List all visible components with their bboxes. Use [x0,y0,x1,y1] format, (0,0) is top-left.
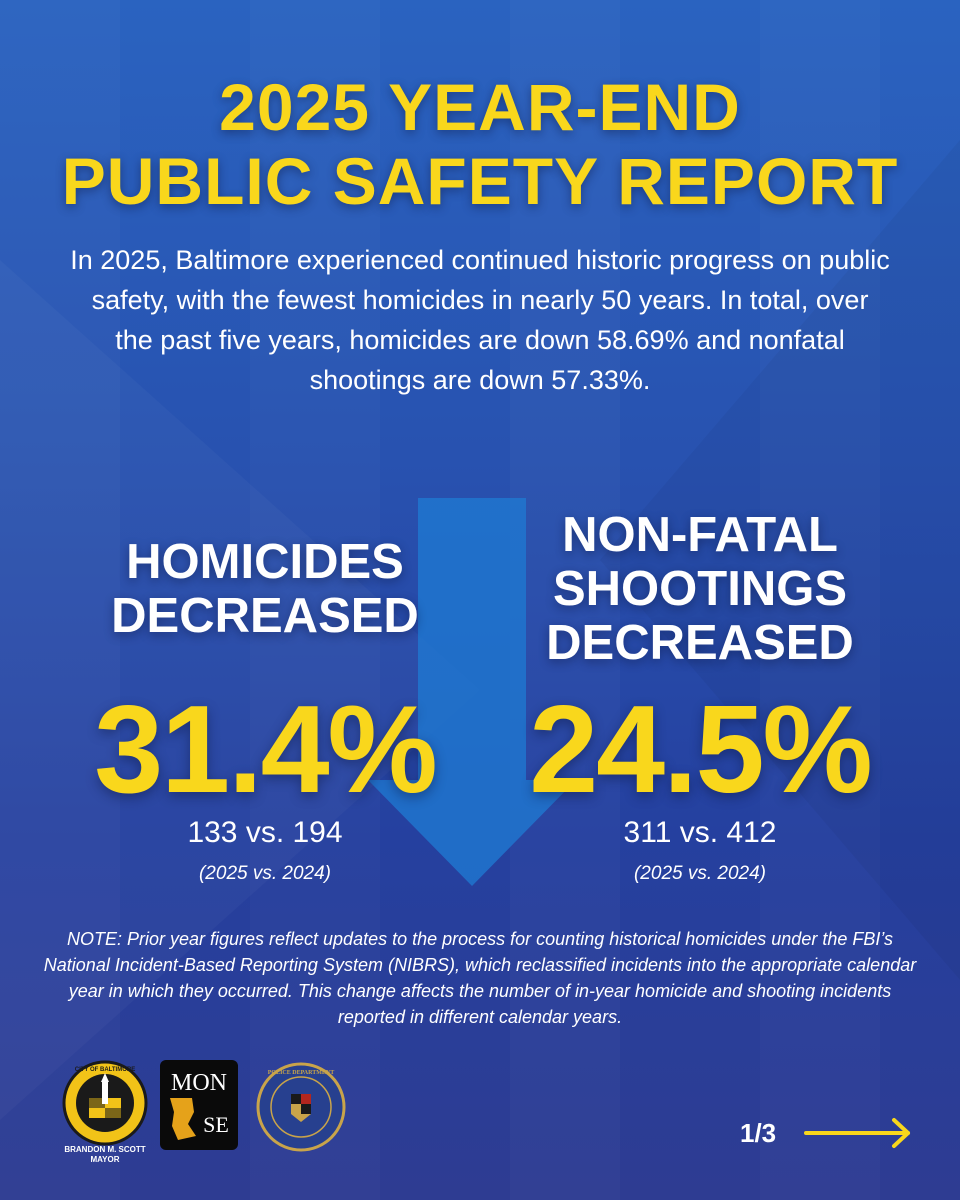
shootings-heading [510,508,890,670]
shootings-heading-line-3: DECREASED [546,616,854,670]
city-seal-text: CITY OF BALTIMORE [74,1067,136,1073]
methodology-note: NOTE: Prior year figures reflect updates to the process for counting historical homicides under the FBI’s National Incident-Based Reporting System (NIBRS), which reclassified incidents into the appropriate calendar year in which they occurred. This change affects the number of in-year homicide and shooting incidents reported in different calendar years. [43,929,917,1027]
city-seal-logo [62,1060,148,1146]
report-title [0,70,960,218]
shootings-years: (2025 vs. 2024) [633,863,767,884]
page-indicator: 1/3 [740,1118,777,1148]
shootings-comparison: 311 vs. 412 [623,816,777,849]
shootings-percent: 24.5% [529,681,871,819]
intro-paragraph: In 2025, Baltimore experienced continued historic progress on public safety, with the fewest homicides in nearly 50 years. In total, over the past five years, homicides are down 58.69% and nonfatal shootings are down 57.33%. [70,245,890,395]
arrow-right-icon[interactable] [804,1116,914,1150]
mayor-name: BRANDON M. SCOTT [64,1145,146,1154]
monse-logo-bottom-text: SE [203,1112,229,1137]
police-logo-text: POLICE DEPARTMENT [267,1070,335,1076]
monse-logo [160,1060,238,1150]
mayor-name-label [40,1145,170,1165]
title-line-1: 2025 YEAR-END [219,70,741,144]
title-line-2: PUBLIC SAFETY REPORT [61,144,899,218]
homicides-heading-line-1: HOMICIDES [126,535,404,589]
shootings-heading-line-1: NON-FATAL [562,508,838,562]
police-department-logo [256,1062,346,1152]
shootings-heading-line-2: SHOOTINGS [552,562,848,616]
homicides-years: (2025 vs. 2024) [198,863,332,884]
homicides-comparison: 133 vs. 194 [187,816,343,849]
homicides-percent: 31.4% [94,681,436,819]
homicides-heading-line-2: DECREASED [111,589,419,643]
homicides-heading [85,535,445,643]
monse-logo-top-text: MON [170,1070,228,1096]
mayor-title: MAYOR [90,1155,120,1164]
